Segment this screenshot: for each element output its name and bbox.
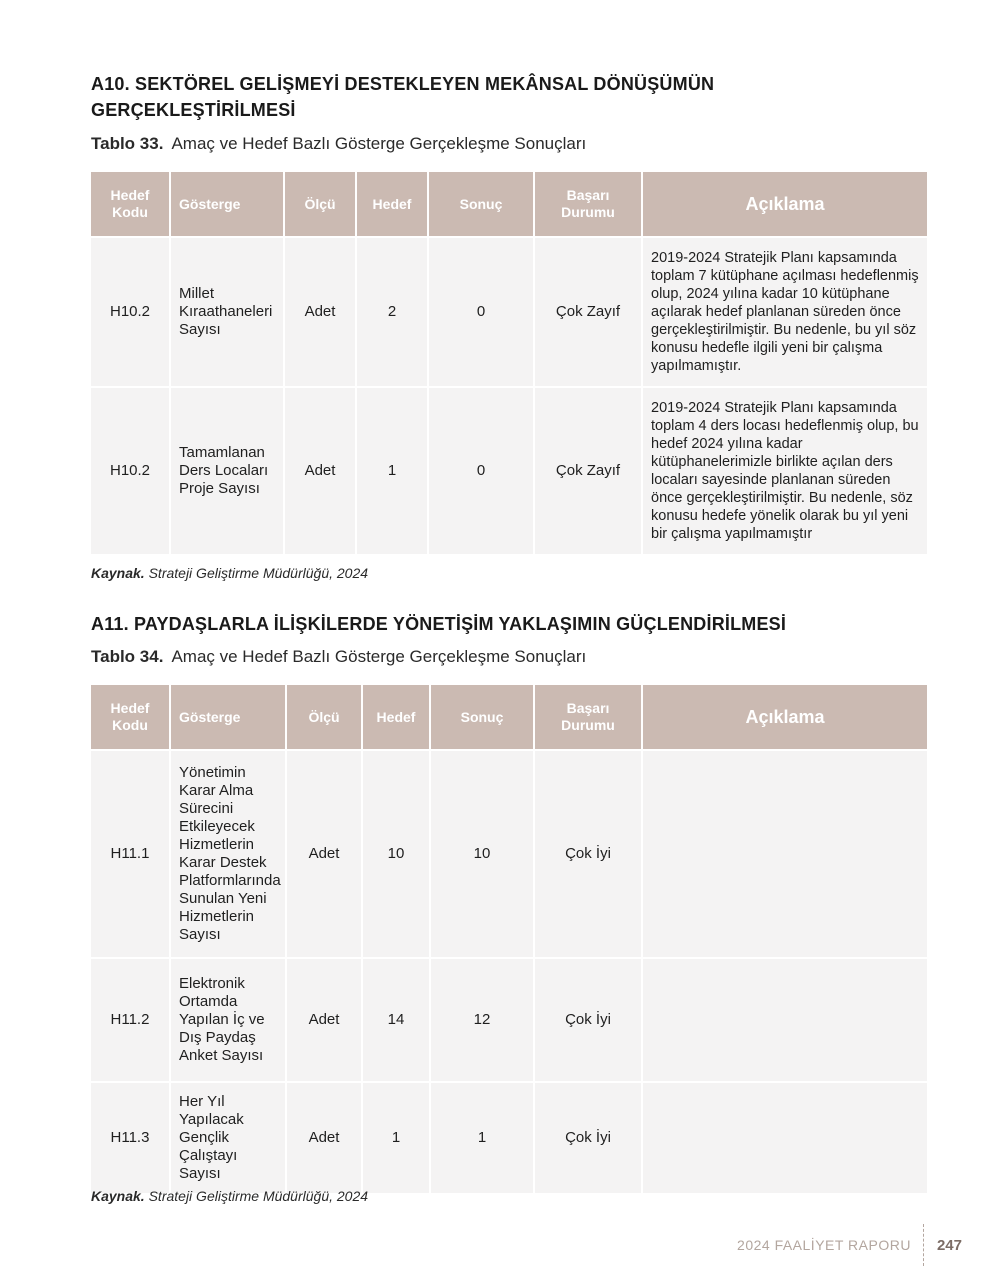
page-number: 247	[936, 1236, 962, 1254]
header-sonuc: Sonuç	[429, 172, 533, 236]
source-text: Strateji Geliştirme Müdürlüğü, 2024	[148, 565, 369, 581]
table33-source	[91, 565, 368, 581]
header-gosterge: Gösterge	[171, 172, 283, 236]
cell-gosterge: Millet Kıraathaneleri Sayısı	[171, 236, 283, 386]
cell-aciklama	[643, 749, 927, 957]
cell-olcu: Adet	[285, 236, 355, 386]
cell-hedef-kodu: H11.2	[91, 957, 169, 1081]
cell-gosterge: Her Yıl Yapılacak Gençlik Çalıştayı Sayısı	[171, 1081, 285, 1193]
cell-aciklama	[643, 1081, 927, 1193]
header-hedef-kodu: Hedef Kodu	[91, 172, 169, 236]
header-hedef: Hedef	[357, 172, 427, 236]
cell-basari-durumu: Çok İyi	[535, 1081, 641, 1193]
table-row	[91, 1081, 927, 1193]
table33	[89, 172, 929, 554]
cell-olcu: Adet	[285, 386, 355, 554]
cell-sonuc: 0	[429, 386, 533, 554]
cell-olcu: Adet	[287, 957, 361, 1081]
section-a10-title-line2: GERÇEKLEŞTİRİLMESİ	[91, 100, 296, 120]
cell-hedef-kodu: H10.2	[91, 386, 169, 554]
cell-aciklama	[643, 957, 927, 1081]
source-label: Kaynak.	[91, 1188, 145, 1204]
cell-olcu: Adet	[287, 1081, 361, 1193]
header-sonuc: Sonuç	[431, 685, 533, 749]
cell-aciklama: 2019-2024 Stratejik Planı kapsamında toplam 4 ders locası hedeflenmiş olup, bu hedef 2024 yılına kadar kütüphanelerimizle birlikte açılan ders locaları sayesinde planlanan süreden önce gerçekleştirilmiştir. Bu nedenle, söz konusu hedefe yönelik olarak bu yıl yeni bir çalışma yapılmamıştır	[643, 386, 927, 554]
cell-hedef: 10	[363, 749, 429, 957]
cell-hedef: 14	[363, 957, 429, 1081]
header-hedef-kodu: Hedef Kodu	[91, 685, 169, 749]
cell-basari-durumu: Çok Zayıf	[535, 236, 641, 386]
header-olcu: Ölçü	[287, 685, 361, 749]
section-a10-title-line1: A10. SEKTÖREL GELİŞMEYİ DESTEKLEYEN MEKÂNSAL DÖNÜŞÜMÜN	[91, 74, 715, 94]
cell-gosterge: Tamamlanan Ders Locaları Proje Sayısı	[171, 386, 283, 554]
cell-gosterge: Elektronik Ortamda Yapılan İç ve Dış Paydaş Anket Sayısı	[171, 957, 285, 1081]
header-basari-durumu: Başarı Durumu	[535, 685, 641, 749]
header-basari-durumu: Başarı Durumu	[535, 172, 641, 236]
table-row	[91, 236, 927, 386]
cell-basari-durumu: Çok Zayıf	[535, 386, 641, 554]
table33-caption	[91, 133, 586, 155]
cell-gosterge: Yönetimin Karar Alma Sürecini Etkileyecek Hizmetlerin Karar Destek Platformlarında Sunulan Yeni Hizmetlerin Sayısı	[171, 749, 285, 957]
table34-header-row	[91, 685, 927, 749]
cell-sonuc: 10	[431, 749, 533, 957]
cell-hedef-kodu: H11.1	[91, 749, 169, 957]
cell-hedef-kodu: H10.2	[91, 236, 169, 386]
cell-basari-durumu: Çok İyi	[535, 957, 641, 1081]
table33-header-row	[91, 172, 927, 236]
header-aciklama: Açıklama	[643, 172, 927, 236]
cell-basari-durumu: Çok İyi	[535, 749, 641, 957]
cell-hedef: 2	[357, 236, 427, 386]
header-olcu: Ölçü	[285, 172, 355, 236]
header-hedef: Hedef	[363, 685, 429, 749]
cell-sonuc: 12	[431, 957, 533, 1081]
table-row	[91, 749, 927, 957]
table34-caption-text: Amaç ve Hedef Bazlı Gösterge Gerçekleşme Sonuçları	[171, 647, 587, 666]
cell-olcu: Adet	[287, 749, 361, 957]
table34	[89, 685, 929, 1193]
section-a11-title: A11. PAYDAŞLARLA İLİŞKİLERDE YÖNETİŞİM YAKLAŞIMIN GÜÇLENDİRİLMESİ	[91, 614, 787, 634]
cell-hedef-kodu: H11.3	[91, 1081, 169, 1193]
cell-sonuc: 0	[429, 236, 533, 386]
cell-sonuc: 1	[431, 1081, 533, 1193]
table33-caption-number: Tablo 33.	[91, 134, 164, 153]
table-row	[91, 957, 927, 1081]
page-footer	[737, 1233, 962, 1257]
cell-aciklama: 2019-2024 Stratejik Planı kapsamında toplam 7 kütüphane açılması hedeflenmiş olup, 2024 yılına kadar 10 kütüphane açılarak hedef planlanan süreden önce gerçekleştirilmiştir. Bu nedenle, bu yıl söz konusu hedefle ilgili yeni bir çalışma yapılmamıştır.	[643, 236, 927, 386]
footer-divider	[923, 1224, 925, 1266]
section-a10-title	[91, 71, 931, 123]
cell-hedef: 1	[357, 386, 427, 554]
table34-source	[91, 1188, 368, 1204]
table33-caption-text: Amaç ve Hedef Bazlı Gösterge Gerçekleşme Sonuçları	[171, 134, 587, 153]
table34-caption	[91, 646, 586, 668]
table-row	[91, 386, 927, 554]
source-text: Strateji Geliştirme Müdürlüğü, 2024	[148, 1188, 369, 1204]
header-gosterge: Gösterge	[171, 685, 285, 749]
table34-caption-number: Tablo 34.	[91, 647, 164, 666]
source-label: Kaynak.	[91, 565, 145, 581]
header-aciklama: Açıklama	[643, 685, 927, 749]
report-name: 2024 FAALİYET RAPORU	[737, 1237, 911, 1253]
cell-hedef: 1	[363, 1081, 429, 1193]
